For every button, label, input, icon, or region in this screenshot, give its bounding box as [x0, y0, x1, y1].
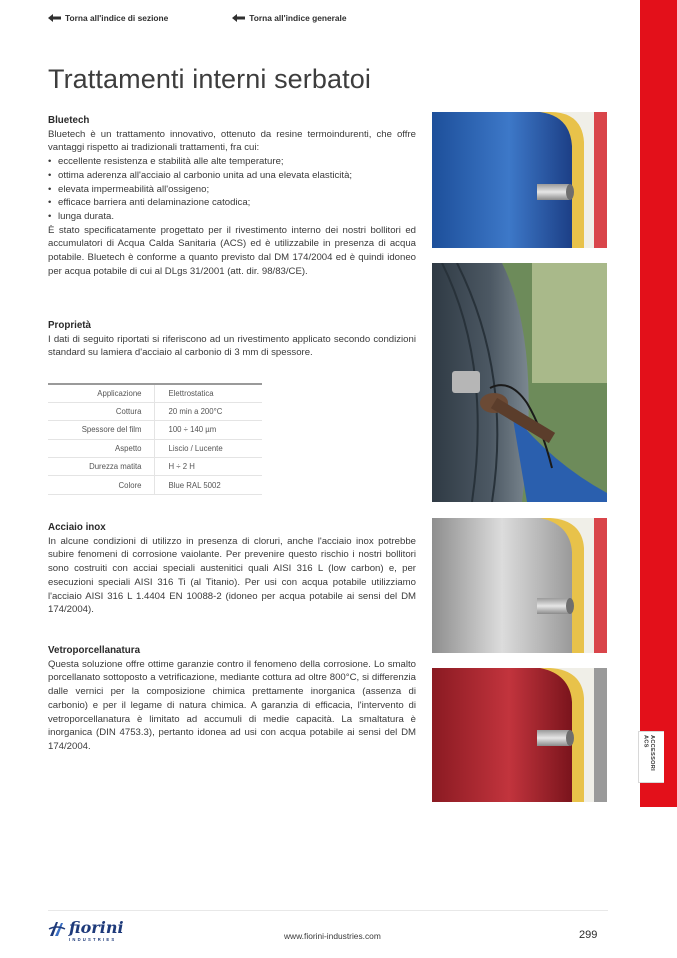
property-label: Cottura: [48, 402, 154, 420]
website-link[interactable]: www.fiorini-industries.com: [284, 931, 381, 941]
property-label: Colore: [48, 476, 154, 494]
property-label: Durezza matita: [48, 458, 154, 476]
fiorini-logo[interactable]: [48, 920, 124, 942]
list-item: • eccellente resistenza e stabilità alle alte temperature;: [48, 155, 416, 169]
property-value: Elettrostatica: [154, 384, 262, 402]
bluetech-benefits-list: [48, 155, 416, 224]
acciaio-heading: Acciaio inox: [48, 522, 106, 533]
proprieta-section: [48, 319, 416, 360]
vetro-body: Questa soluzione offre ottime garanzie contro il fenomeno della corrosione. Lo smalto porcellanato sottoposto a vetrificazione, mediante cottura ad oltre 800°C, si differenzia dalle vernici per la composizione chimica prettamente inorganica (assenza di carbonio) e per il legame di natura chimica. A garanzia di efficacia, l'intervento di vetroporcellanatura è limitato ad accumuli di medie capacità. La smaltatura è inorganica (DIN 4753.3), pertanto idonea ad usi con acqua potabile ai sensi del DM 174/2004.: [48, 658, 416, 752]
property-value: 20 min a 200°C: [154, 402, 262, 420]
section-index-label: Torna all'indice di sezione: [65, 13, 169, 23]
bluetech-heading: Bluetech: [48, 115, 90, 126]
vetro-heading: Vetroporcellanatura: [48, 645, 141, 656]
properties-table: [48, 383, 262, 495]
property-label: Aspetto: [48, 439, 154, 457]
footer-divider: [48, 910, 608, 911]
bluetech-tank-image: [432, 112, 607, 248]
side-accent-bar: [640, 0, 677, 807]
property-value: Liscio / Lucente: [154, 439, 262, 457]
table-row: [48, 402, 262, 420]
back-arrow-icon: [232, 14, 245, 22]
property-value: 100 ÷ 140 µm: [154, 421, 262, 439]
logo-wordmark: fiorini: [69, 918, 124, 937]
list-item: • lunga durata.: [48, 210, 416, 224]
section-tab[interactable]: [638, 731, 664, 783]
page-title: Trattamenti interni serbatoi: [48, 64, 371, 94]
proprieta-heading: Proprietà: [48, 320, 92, 331]
property-label: Spessore del film: [48, 421, 154, 439]
thickness-measurement-photo: [432, 263, 607, 502]
general-index-link[interactable]: [232, 13, 346, 23]
back-arrow-icon: [48, 14, 61, 22]
bluetech-intro: Bluetech è un trattamento innovativo, ottenuto da resine termoindurenti, che offre vantaggi rispetto ai tradizionali trattamenti, fra cui:: [48, 128, 416, 154]
acciaio-section: [48, 521, 416, 617]
table-row: [48, 384, 262, 402]
table-row: [48, 439, 262, 457]
logo-subtitle: INDUSTRIES: [69, 937, 117, 942]
bluetech-section: [48, 114, 416, 278]
logo-emblem-icon: [48, 920, 66, 938]
property-value: H ÷ 2 H: [154, 458, 262, 476]
table-row: [48, 476, 262, 494]
glass-lined-tank-image: [432, 668, 607, 802]
table-row: [48, 421, 262, 439]
section-tab-line1: ACCESSORI: [648, 735, 655, 771]
vetro-section: [48, 644, 416, 754]
section-index-link[interactable]: [48, 13, 168, 23]
section-tab-line2: ACS: [642, 735, 649, 748]
general-index-label: Torna all'indice generale: [249, 13, 347, 23]
property-value: Blue RAL 5002: [154, 476, 262, 494]
list-item: • efficace barriera anti delaminazione catodica;: [48, 196, 416, 210]
property-label: Applicazione: [48, 384, 154, 402]
acciaio-body: In alcune condizioni di utilizzo in presenza di cloruri, anche l'acciaio inox potrebbe subire fenomeni di corrosione vaiolante. Per prevenire questo rischio i nostri bollitori sono costruiti con acciai speciali austenitici quali AISI 316 L (low carbon) e, per esecuzioni speciali AISI 316 Ti (al Titanio). Per usi con acqua potabile utilizziamo l'acciaio AISI 316 L 1.4404 EN 10088-2 (idoneo per acqua potabile ai sensi del DM 174/2004).: [48, 535, 416, 616]
section-tab-label: [642, 735, 655, 771]
bluetech-body: È stato specificatamente progettato per il rivestimento interno dei nostri bollitori ed accumulatori di Acqua Calda Sanitaria (ACS) ed è utilizzabile in presenza di acqua potabile. Bluetech è conforme a quanto previsto dal DM 174/2004 ed è quindi idoneo per acqua potabile di cui al DLgs 31/2001 (att. dir. 98/83/CE).: [48, 224, 416, 277]
list-item: • elevata impermeabilità all'ossigeno;: [48, 183, 416, 197]
table-row: [48, 458, 262, 476]
proprieta-body: I dati di seguito riportati si riferiscono ad un rivestimento applicato secondo condizioni standard su lamiera d'acciaio al carbonio di 3 mm di spessore.: [48, 333, 416, 359]
page-number: 299: [579, 929, 598, 941]
list-item: • ottima aderenza all'acciaio al carbonio unita ad una elevata elasticità;: [48, 169, 416, 183]
stainless-tank-image: [432, 518, 607, 653]
top-navigation: [48, 13, 347, 23]
